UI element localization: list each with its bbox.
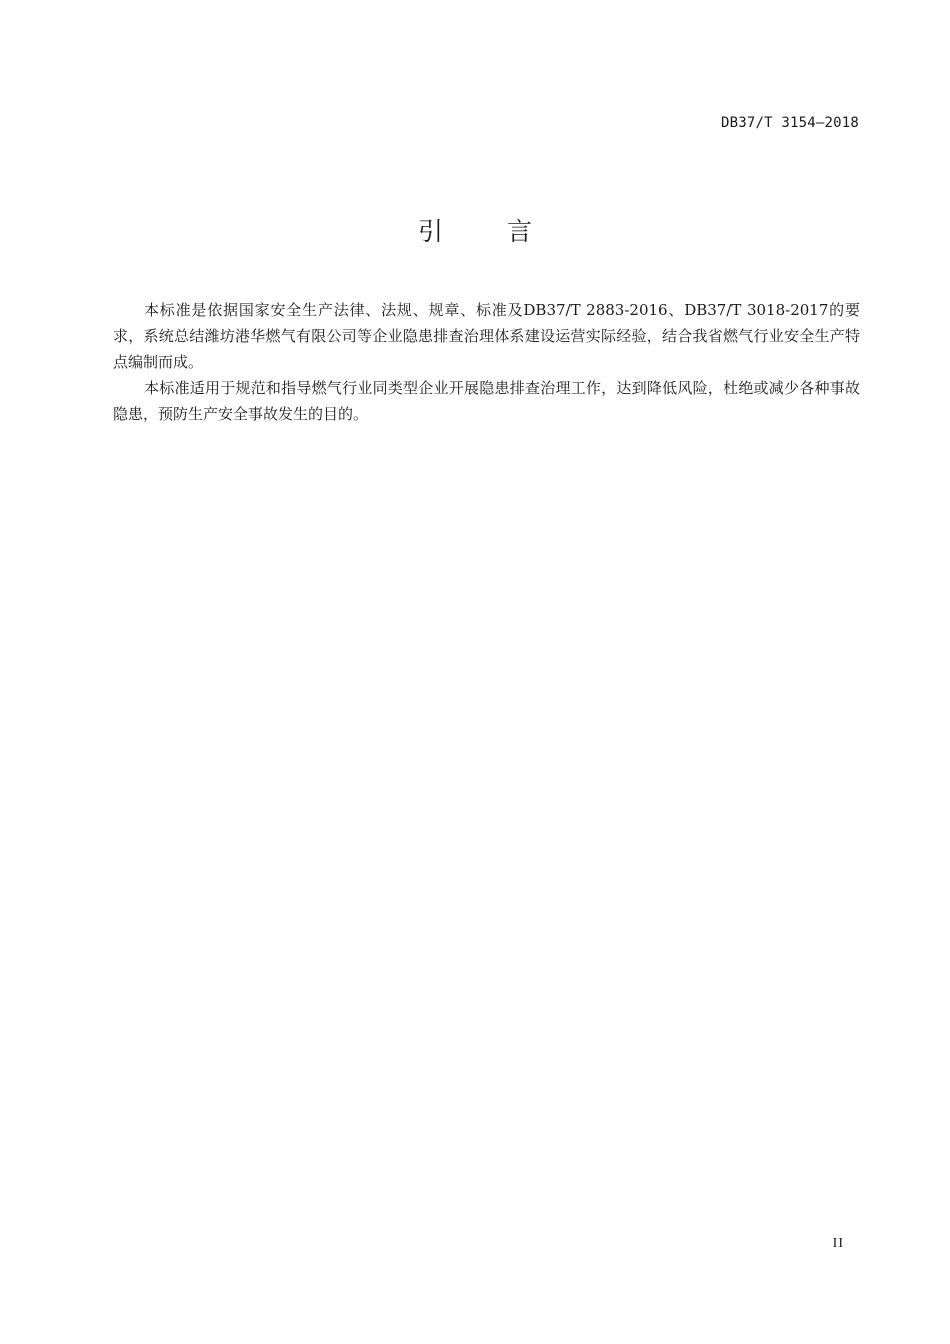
page-title: 引 言 [418,217,560,246]
document-code: DB37/T 3154—2018 [720,115,859,131]
paragraph-2: 本标准适用于规范和指导燃气行业同类型企业开展隐患排查治理工作，达到降低风险，杜绝或减少各种事故隐患，预防生产安全事故发生的目的。 [113,379,860,423]
paragraph-1: 本标准是依据国家安全生产法律、法规、规章、标准及DB37/T 2883-2016、DB37/T 3018-2017的要求，系统总结潍坊港华燃气有限公司等企业隐患排查治理体系建设运营实际经验，结合我省燃气行业安全生产特点编制而成。 [113,301,860,371]
page-number: II [832,1236,844,1251]
body-text [113,297,860,427]
